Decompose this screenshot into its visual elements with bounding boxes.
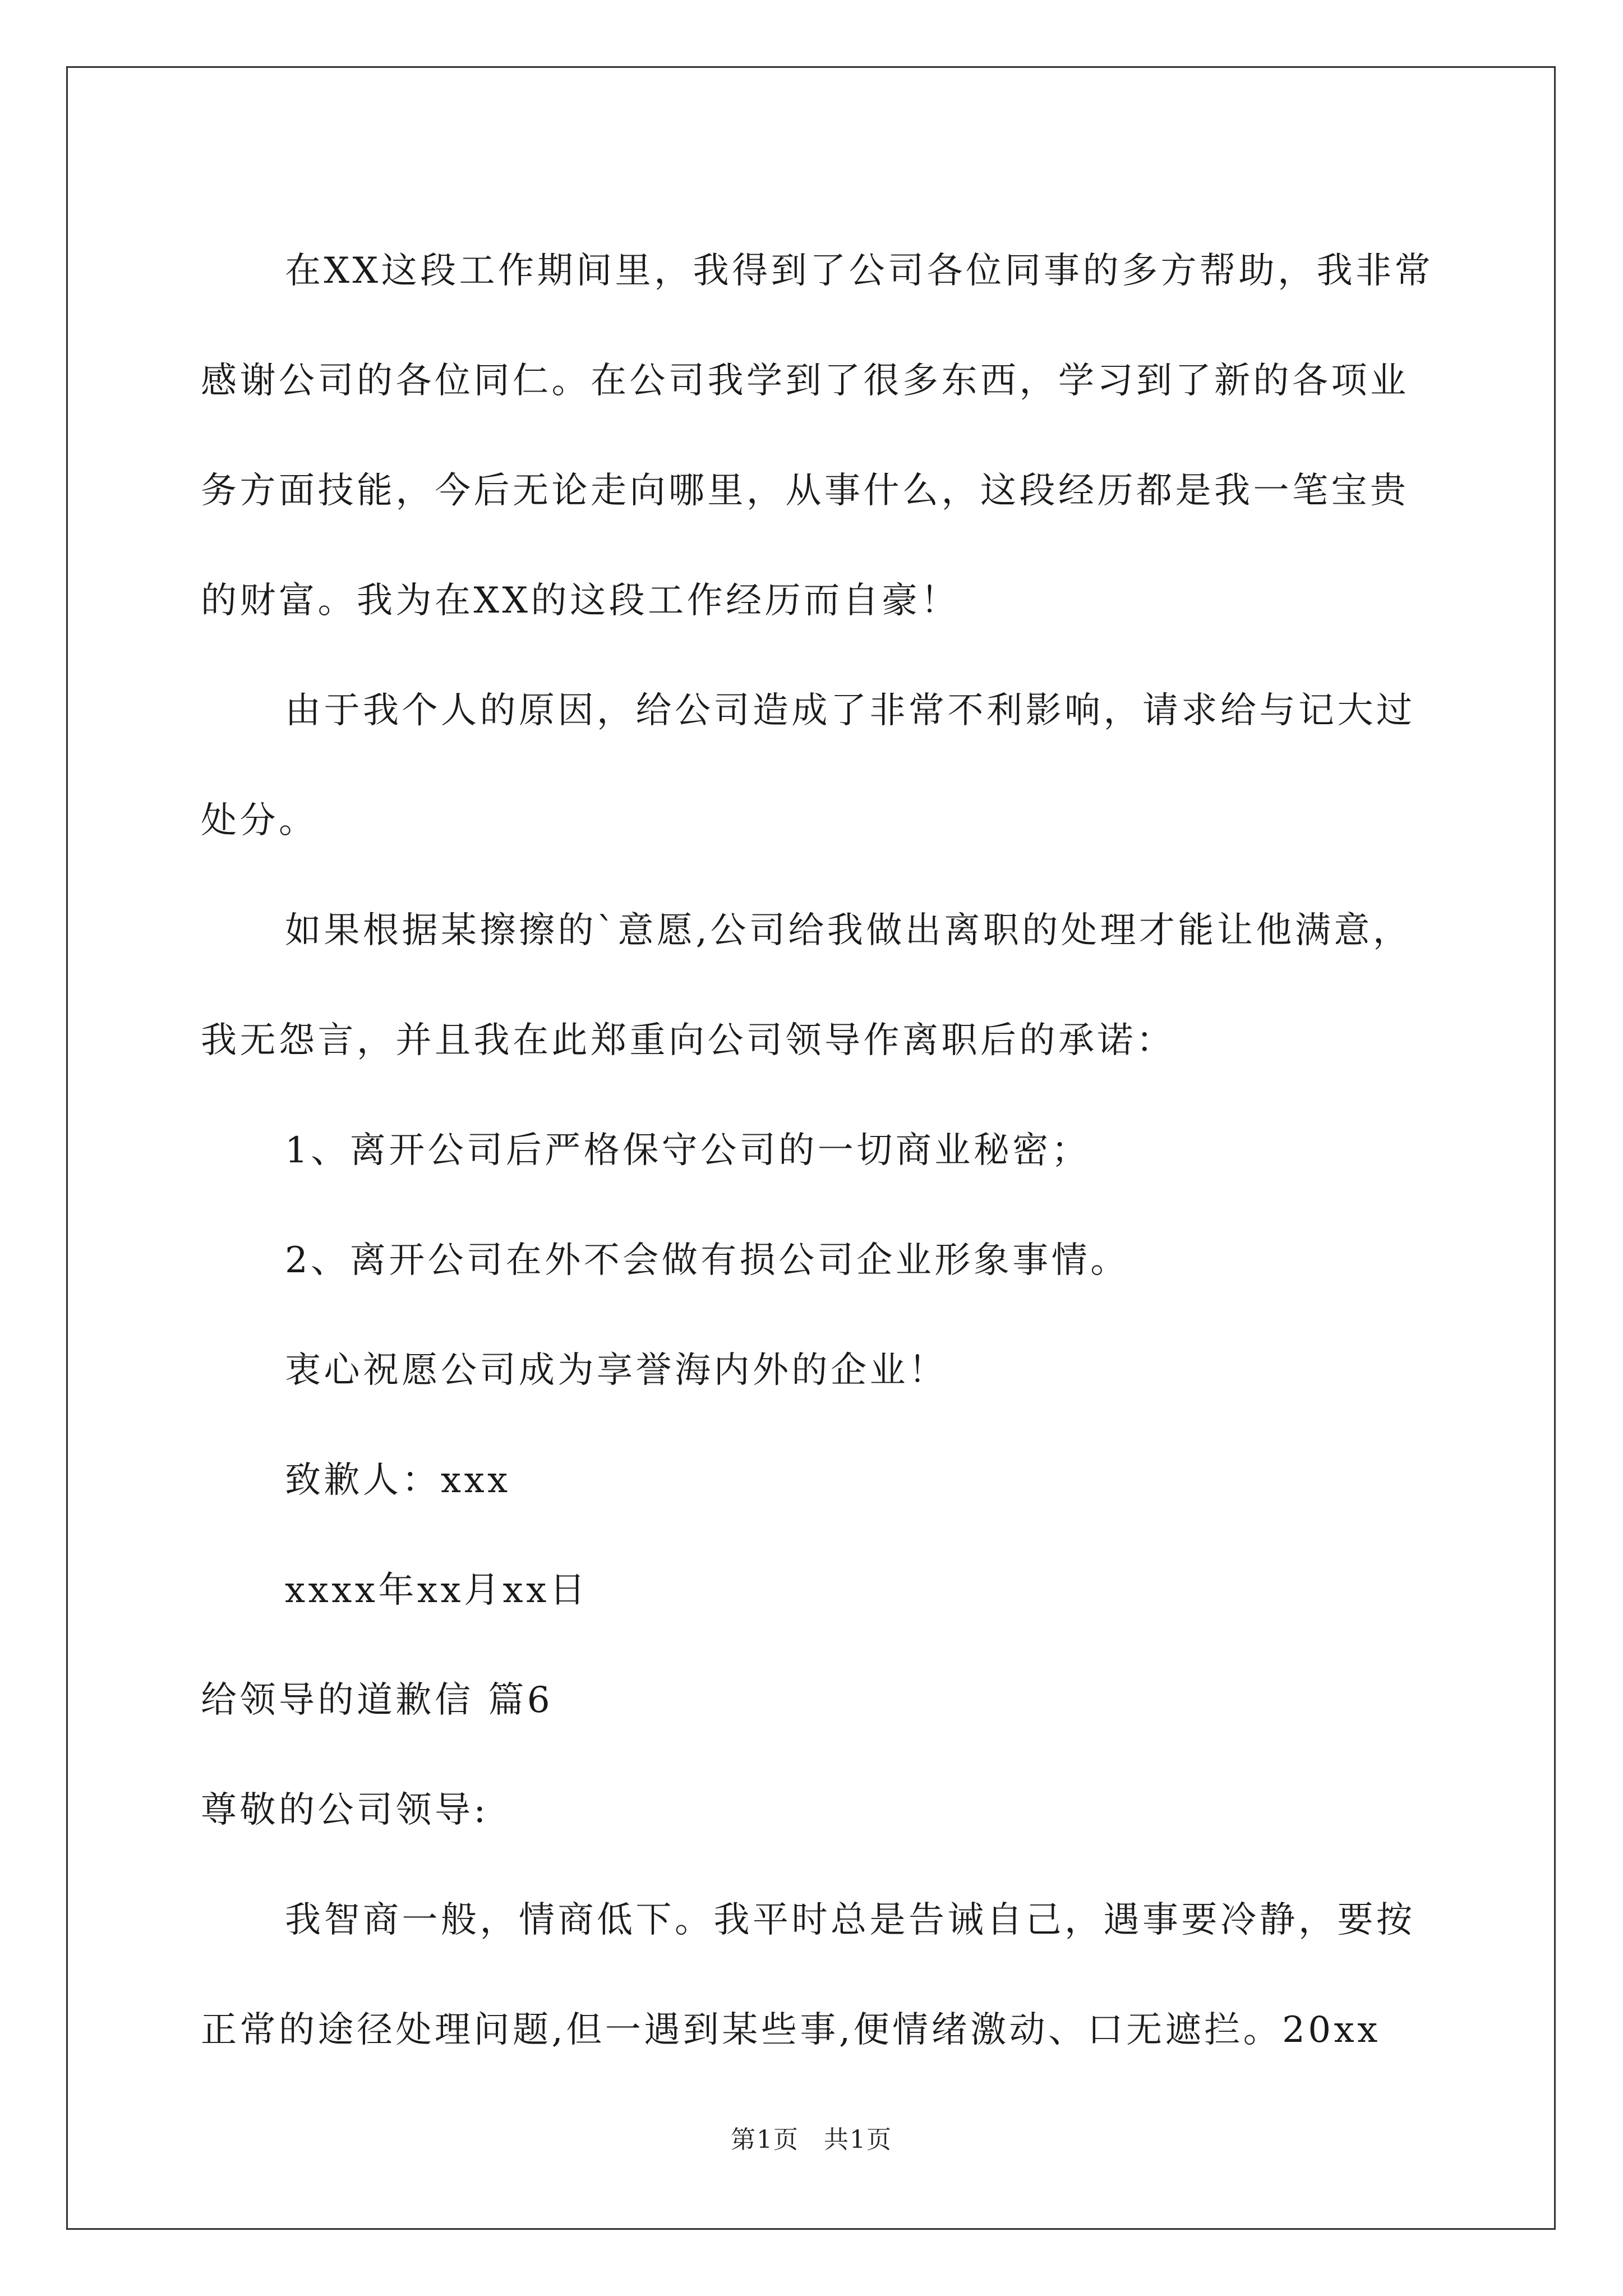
- paragraph-1: 在XX这段工作期间里，我得到了公司各位同事的多方帮助，我非常感谢公司的各位同仁。在公司我学到了很多东西，学习到了新的各项业务方面技能，今后无论走向哪里，从事什么，这段经历都是我一笔宝贵的财富。我为在XX的这段工作经历而自豪！: [201, 250, 1434, 622]
- paragraph-7: 我智商一般，情商低下。我平时总是告诫自己，遇事要冷静，要按正常的途径处理问题,但一遇到某些事,便情绪激动、口无遮拦。20xx: [201, 1899, 1415, 2051]
- section-title: 给领导的道歉信 篇6: [201, 1680, 554, 1721]
- paragraph-2: 由于我个人的原因，给公司造成了非常不利影响，请求给与记大过处分。: [201, 690, 1415, 841]
- paragraph-5: 2、离开公司在外不会做有损公司企业形象事情。: [285, 1240, 1129, 1281]
- paragraph-6: 衷心祝愿公司成为享誉海内外的企业！: [285, 1350, 948, 1391]
- paragraph-3: 如果根据某擦擦的`意愿,公司给我做出离职的处理才能让他满意，我无怨言，并且我在此郑重向公司领导作离职后的承诺：: [201, 910, 1412, 1061]
- paragraph-4: 1、离开公司后严格保守公司的一切商业秘密；: [285, 1130, 1091, 1171]
- page-number-total: 共1页: [824, 2125, 892, 2154]
- page-footer: [0, 2119, 1623, 2155]
- document-body: [201, 216, 1440, 2085]
- signature-line: 致歉人：xxx: [285, 1460, 511, 1501]
- date-line: xxxx年xx月xx日: [285, 1570, 589, 1611]
- salutation: 尊敬的公司领导:: [201, 1789, 489, 1831]
- page-number-current: 第1页: [731, 2125, 799, 2154]
